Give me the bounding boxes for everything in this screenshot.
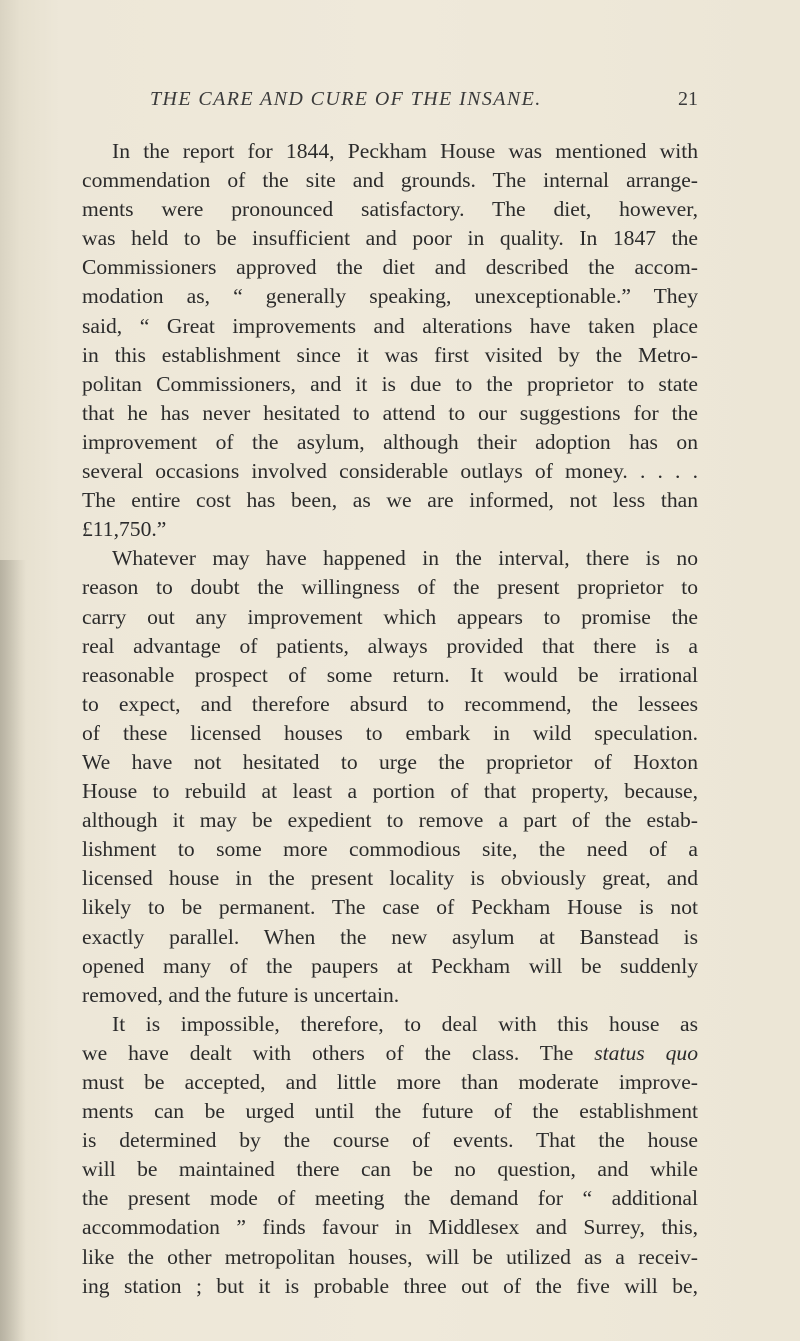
italic-phrase: status quo xyxy=(594,1040,698,1065)
text-line: ing station ; but it is probable three out of the five will be, xyxy=(82,1273,698,1298)
page-header xyxy=(150,88,710,118)
text-line: to expect, and therefore absurd to recommend, the lessees xyxy=(82,691,698,716)
text-line: removed, and the future is uncertain. xyxy=(82,982,400,1007)
text-line: We have not hesitated to urge the proprietor of Hoxton xyxy=(82,749,698,774)
text-line: several occasions involved considerable outlays of money. . . . . xyxy=(82,459,698,484)
text-line: will be maintained there can be no question, and while xyxy=(82,1157,698,1182)
text-line: likely to be permanent. The case of Peckham House is not xyxy=(82,895,698,920)
text-line: reason to doubt the willingness of the present proprietor to xyxy=(82,575,698,600)
running-title: THE CARE AND CURE OF THE INSANE. xyxy=(150,88,542,110)
body-text xyxy=(82,137,698,1301)
text-line: exactly parallel. When the new asylum at Banstead is xyxy=(82,924,698,949)
text-line: licensed house in the present locality is obviously great, and xyxy=(82,866,698,891)
text-line: In the report for 1844, Peckham House was mentioned with xyxy=(112,139,698,163)
text-line xyxy=(82,1039,698,1068)
text-line: real advantage of patients, always provided that there is a xyxy=(82,633,698,658)
text-line: of these licensed houses to embark in wild speculation. xyxy=(82,720,698,745)
text-line: politan Commissioners, and it is due to the proprietor to state xyxy=(82,371,698,396)
text-line: that he has never hesitated to attend to our suggestions for the xyxy=(82,400,698,425)
text-line: must be accepted, and little more than moderate improve- xyxy=(82,1070,698,1094)
text-line: the present mode of meeting the demand for “ additional xyxy=(82,1186,698,1211)
binding-shadow xyxy=(0,560,26,1341)
text-line: improvement of the asylum, although their adoption has on xyxy=(82,429,698,454)
text-line: £11,750.” xyxy=(82,517,167,542)
text-line: modation as, “ generally speaking, unexceptionable.” They xyxy=(82,284,698,309)
text-line: accommodation ” finds favour in Middlesex and Surrey, this, xyxy=(82,1215,698,1240)
page-number: 21 xyxy=(678,88,698,110)
text-line: It is impossible, therefore, to deal with this house as xyxy=(112,1011,698,1036)
text-line: was held to be insufficient and poor in quality. In 1847 the xyxy=(82,226,698,251)
text-line: The entire cost has been, as we are informed, not less than xyxy=(82,488,698,513)
text-line: said, “ Great improvements and alterations have taken place xyxy=(82,313,698,338)
text-line: ments were pronounced satisfactory. The diet, however, xyxy=(82,197,698,222)
text-line: lishment to some more commodious site, the need of a xyxy=(82,837,698,862)
text-line: ments can be urged until the future of the establishment xyxy=(82,1099,698,1124)
text-line: House to rebuild at least a portion of that property, because, xyxy=(82,779,698,804)
text-line: opened many of the paupers at Peckham will be suddenly xyxy=(82,953,698,978)
text-line: in this establishment since it was first visited by the Metro- xyxy=(82,342,698,367)
text-line: Commissioners approved the diet and described the accom- xyxy=(82,255,698,280)
text-line: carry out any improvement which appears to promise the xyxy=(82,604,698,629)
text-line: Whatever may have happened in the interval, there is no xyxy=(112,546,698,571)
text-line: commendation of the site and grounds. The internal arrange- xyxy=(82,168,698,193)
text-line: reasonable prospect of some return. It would be irrational xyxy=(82,662,698,687)
text-line: like the other metropolitan houses, will be utilized as a receiv- xyxy=(82,1244,698,1269)
text-line-segment: we have dealt with others of the class. The xyxy=(82,1040,595,1065)
text-line: is determined by the course of events. That the house xyxy=(82,1128,698,1153)
text-line: although it may be expedient to remove a part of the estab- xyxy=(82,808,698,833)
